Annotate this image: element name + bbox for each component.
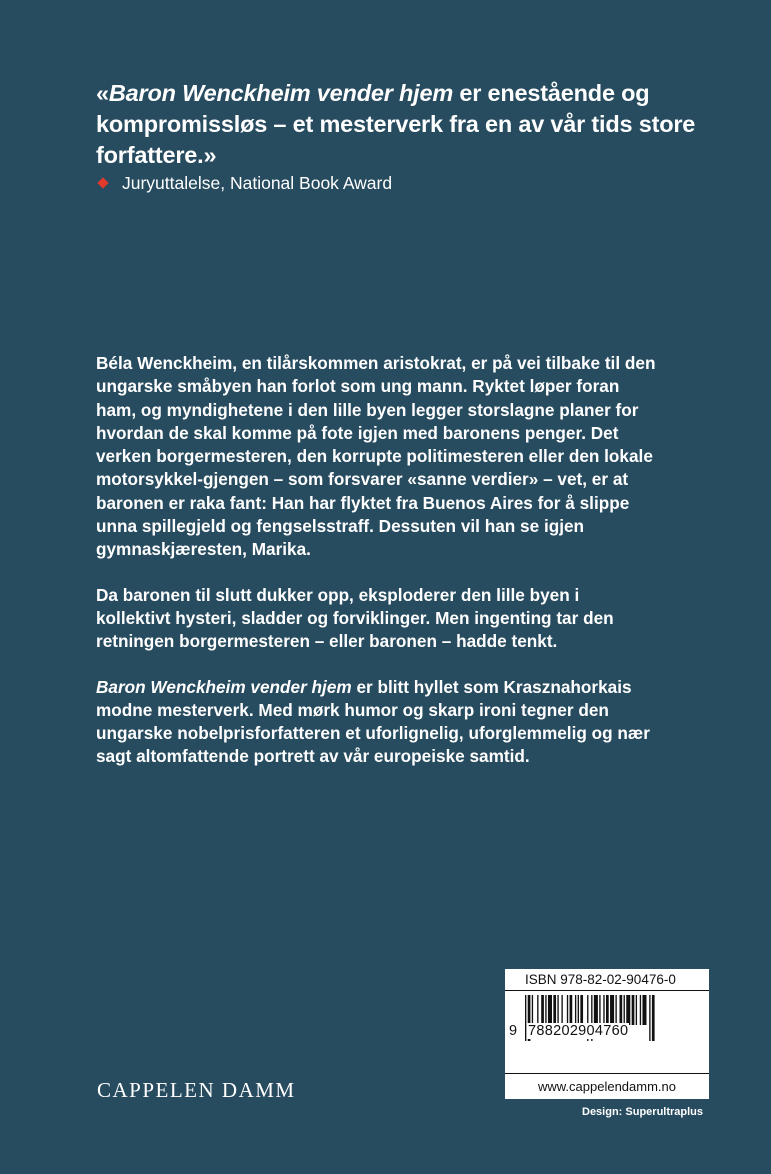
barcode-bar [640, 995, 641, 1025]
isbn-label: ISBN 978-82-02-90476-0 [505, 969, 709, 991]
barcode-bar [610, 995, 614, 1025]
barcode-number: 788202904760 [528, 1023, 629, 1039]
barcode-bar [567, 995, 568, 1025]
blurb-paragraph-1: Béla Wenckheim, en tilårskommen aristokrat, er på vei tilbake til den ungarske småbyen han forlot som ung mann. Ryktet løper foran ham, og myndighetene i den lille byen legger storslagne planer for hvordan de skal komme på fote igjen med baronens penger. Det verken borgermesteren, den korrupte politimesteren eller den lokale motorsykkel-gjengen – som forsvarer «sanne verdier» – vet, er at baronen er raka fant: Han har flyktet fra Buenos Aires for å slippe unna spillegjeld og fengselsstraff. Dessuten vil han se igjen gymnaskjæresten, Marika. [96, 353, 656, 560]
publisher-logo: CAPPELEN DAMM [97, 1078, 296, 1102]
barcode-bar [548, 995, 552, 1025]
quote-attribution [96, 172, 392, 194]
diamond-icon [97, 178, 108, 189]
barcode-bar [557, 995, 558, 1025]
barcode-bar [553, 995, 556, 1025]
barcode-bar [532, 995, 533, 1025]
barcode-bar [561, 995, 562, 1025]
barcode-bar [594, 995, 598, 1025]
barcode-bar [606, 995, 609, 1025]
blurb-paragraph-3 [96, 676, 656, 769]
barcode-box [505, 969, 709, 1099]
quote-text: er enestående og kompromissløs – et mesterverk fra en av vår tids store forfattere.» [96, 80, 696, 168]
barcode-first-digit: 9 [509, 1023, 518, 1039]
barcode-bar [632, 995, 635, 1025]
blurb-paragraph-2: Da baronen til slutt dukker opp, eksploderer den lille byen i kollektivt hysteri, sladder og forviklinger. Men ingenting tar den retningen borgermesteren – eller baronen – hadde tenkt. [96, 584, 614, 652]
barcode-bar [545, 995, 546, 1025]
barcode-bar [537, 995, 538, 1025]
barcode-bar [580, 995, 583, 1025]
quote-open: « [96, 80, 109, 106]
barcode-bar [636, 995, 637, 1025]
barcode-bar [620, 995, 623, 1025]
barcode-bar [541, 995, 544, 1025]
barcode-bar [603, 995, 604, 1025]
endorsement-quote [96, 78, 716, 171]
blurb [96, 352, 656, 791]
barcode-bar [652, 995, 655, 1041]
barcode-bar [626, 995, 630, 1025]
barcode-bar [624, 995, 625, 1025]
barcode-bar [642, 995, 646, 1025]
barcode-bar [649, 995, 650, 1041]
barcode-bar [570, 995, 573, 1025]
blurb-book-title: Baron Wenckheim vender hjem [96, 676, 352, 697]
design-credit: Design: Superultraplus [582, 1106, 704, 1118]
barcode-bar [615, 995, 616, 1025]
barcode-bar [575, 995, 576, 1025]
attribution-text: Juryuttalelse, National Book Award [122, 173, 393, 193]
barcode-bar [599, 995, 600, 1025]
blurb-paragraph-3-text: er blitt hyllet som Krasznahorkais modne mesterverk. Med mørk humor og skarp ironi tegner den ungarske nobelprisforfatteren et uforlignelig, uforglemmelig og nær sagt altomfattende portrett av vår europeiske samtid. [96, 676, 650, 767]
publisher-website: www.cappelendamm.no [505, 1073, 709, 1099]
quote-book-title: Baron Wenckheim vender hjem [108, 80, 454, 106]
barcode-bar [578, 995, 579, 1025]
